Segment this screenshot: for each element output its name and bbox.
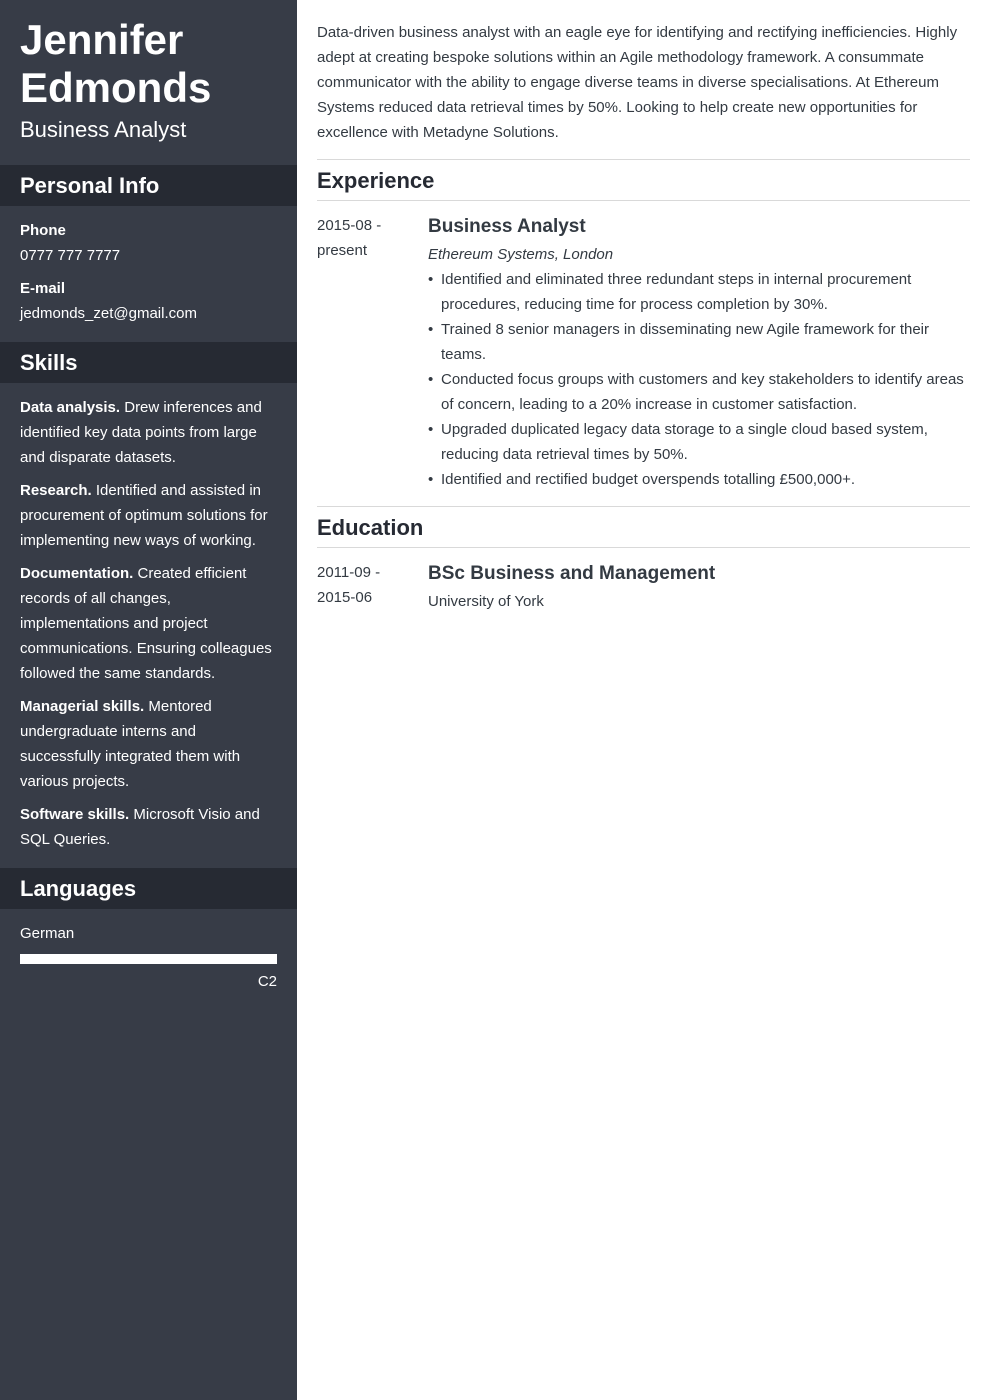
date-start: 2015-08 - (317, 217, 382, 234)
entry-body (428, 560, 970, 614)
languages-section (0, 909, 297, 1010)
email-label: E-mail (20, 280, 66, 297)
achievement-item: • Trained 8 senior managers in disseminating new Agile framework for their teams. (428, 317, 970, 367)
skill-item (20, 478, 277, 553)
phone-value: 0777 777 7777 (20, 247, 121, 264)
education-heading: Education (317, 506, 970, 548)
skill-desc: Identified and assisted in procurement of optimum solutions for implementing new ways of working. (20, 482, 268, 549)
skill-name: Software skills. (20, 806, 130, 823)
experience-heading: Experience (317, 160, 970, 201)
languages-heading: Languages (0, 868, 297, 909)
skill-name: Documentation. (20, 565, 134, 582)
skills-heading: Skills (0, 342, 297, 383)
skill-item (20, 802, 277, 852)
full-name (20, 16, 277, 112)
phone-label: Phone (20, 222, 66, 239)
school: University of York (428, 593, 544, 610)
language-level-bar (20, 954, 277, 964)
skill-name: Managerial skills. (20, 698, 145, 715)
skill-item (20, 395, 277, 470)
company: Ethereum Systems, London (428, 246, 614, 263)
date-end: 2015-06 (317, 589, 373, 606)
sidebar (0, 0, 297, 1400)
date-start: 2011-09 - (317, 564, 381, 581)
job-title: Business Analyst (20, 117, 187, 142)
achievement-list (428, 267, 970, 492)
skills-section (0, 383, 297, 868)
main-content (317, 20, 970, 628)
summary: Data-driven business analyst with an eagle eye for identifying and rectifying inefficiencies. Highly adept at creating bespoke solutions within an Agile methodology framework. A consummate communicator with the ability to engage diverse teams in diverse specialisations. At Ethereum Systems reduced data retrieval times by 50%. Looking to help create new opportunities for excellence with Metadyne Solutions. (317, 20, 970, 160)
achievement-item: • Identified and eliminated three redundant steps in internal procurement procedures, reducing time for process completion by 30%. (428, 267, 970, 317)
job-title: Business Analyst (428, 216, 586, 237)
email-value: jedmonds_zet@gmail.com (20, 305, 197, 322)
first-name: Jennifer (20, 16, 184, 63)
skill-item (20, 694, 277, 794)
degree: BSc Business and Management (428, 563, 716, 584)
personal-info-section (0, 206, 297, 342)
entry-date (317, 213, 428, 492)
skill-name: Research. (20, 482, 92, 499)
achievement-item: • Identified and rectified budget overspends totalling £500,000+. (428, 467, 970, 492)
skill-item (20, 561, 277, 686)
language-name: German (20, 925, 75, 942)
education-entry (317, 548, 970, 628)
skill-desc: Drew inferences and identified key data points from large and disparate datasets. (20, 399, 262, 466)
profile-header (0, 0, 297, 165)
language-level: C2 (257, 973, 277, 990)
skill-name: Data analysis. (20, 399, 121, 416)
skill-desc: Created efficient records of all changes, implementations and project communications. Ensuring colleagues followed the same standards. (20, 565, 272, 682)
achievement-item: • Conducted focus groups with customers and key stakeholders to identify areas of concern, leading to a 20% increase in customer satisfaction. (428, 367, 970, 417)
achievement-item: • Upgraded duplicated legacy data storage to a single cloud based system, reducing data retrieval times by 50%. (428, 417, 970, 467)
skill-desc: Microsoft Visio and SQL Queries. (20, 806, 260, 848)
entry-date (317, 560, 428, 614)
skill-desc: Mentored undergraduate interns and successfully integrated them with various projects. (20, 698, 241, 790)
entry-body (428, 213, 970, 492)
experience-entry (317, 201, 970, 506)
date-end: present (317, 242, 368, 259)
personal-info-heading: Personal Info (0, 165, 297, 206)
last-name: Edmonds (20, 64, 212, 111)
